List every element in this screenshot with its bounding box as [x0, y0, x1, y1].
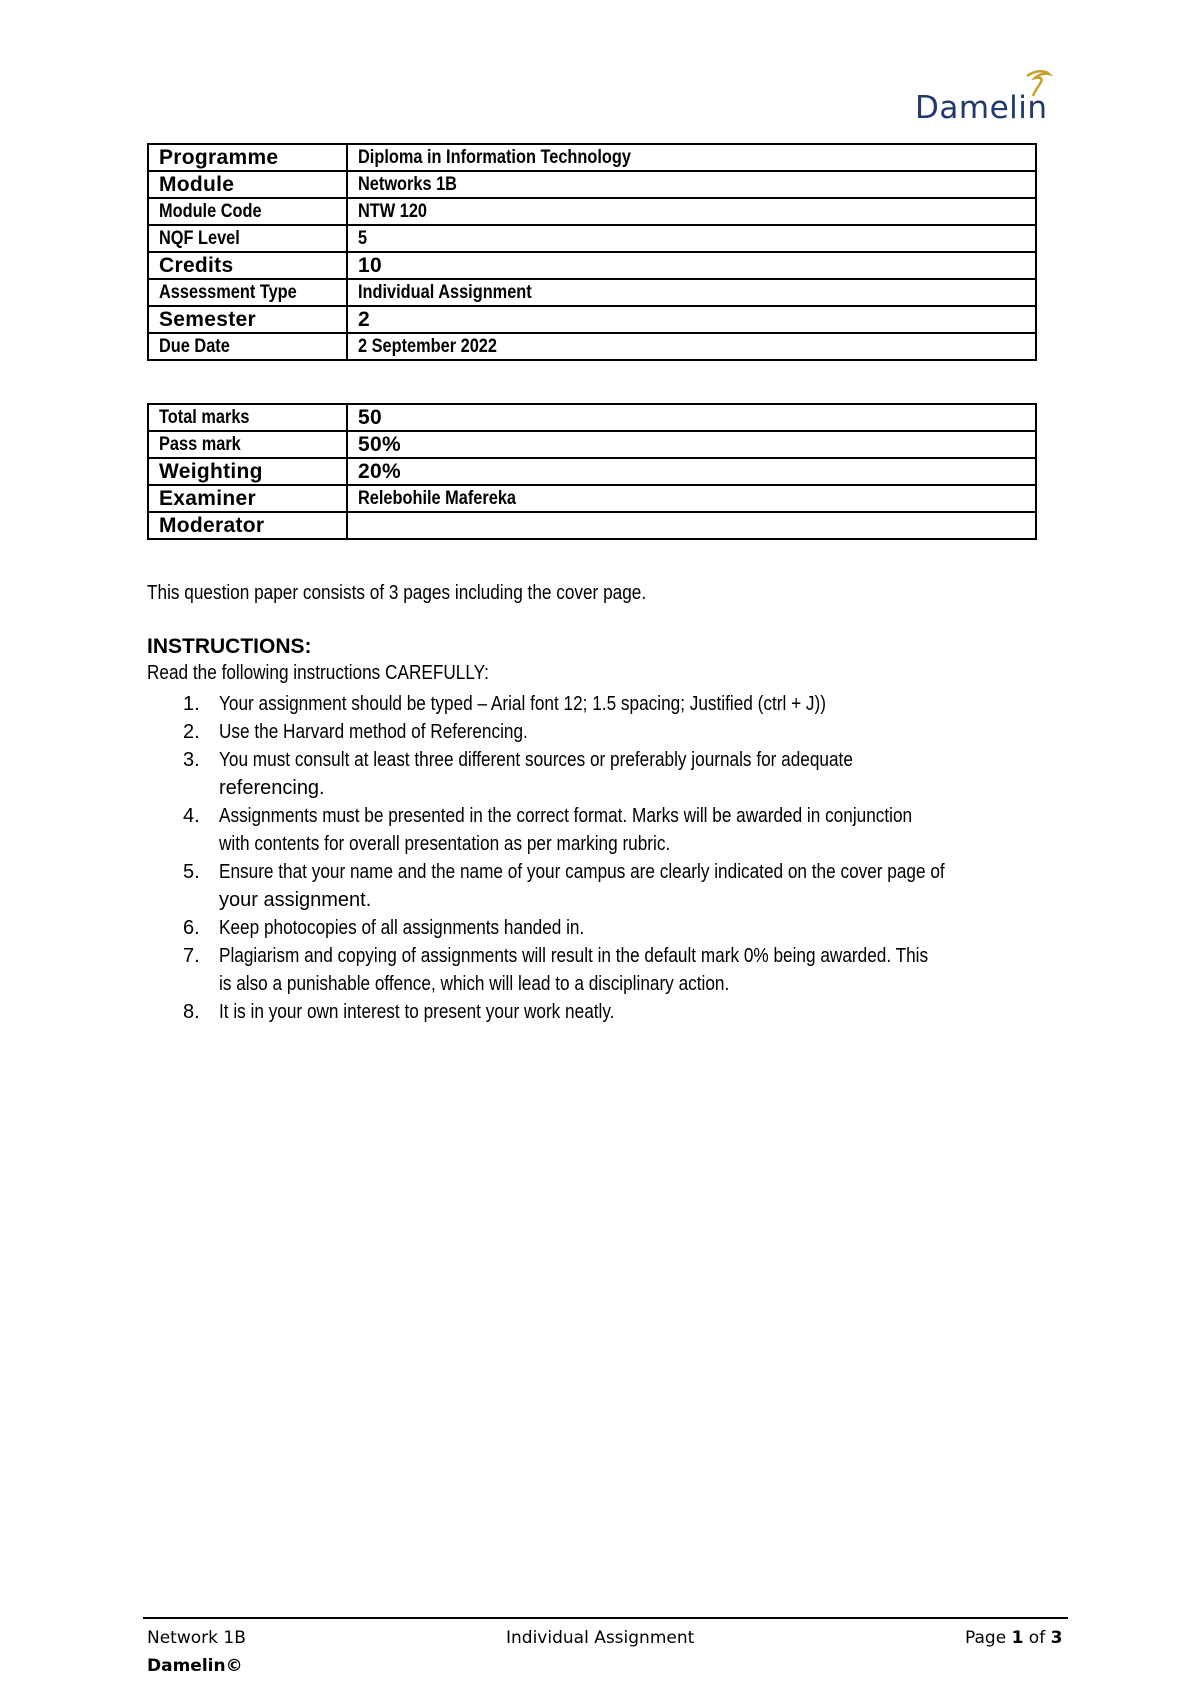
row-label: NQF Level — [148, 225, 347, 252]
instructions-intro: Read the following instructions CAREFULLY: — [147, 662, 489, 684]
row-label: Programme — [148, 144, 347, 171]
list-item — [147, 914, 1077, 942]
table-row — [148, 306, 1036, 333]
row-label: Module Code — [148, 198, 347, 225]
footer-module: Network 1B — [147, 1628, 246, 1648]
footer-page-number: Page 1 of 3 — [965, 1628, 1063, 1648]
footer-divider — [143, 1617, 1068, 1619]
table-row — [148, 225, 1036, 252]
list-item — [147, 998, 1077, 1026]
list-text: Ensure that your name and the name of your campus are clearly indicated on the cover page of — [219, 861, 945, 883]
row-value: 20% — [347, 458, 1036, 485]
row-value: Relebohile Mafereka — [347, 485, 1036, 512]
list-text: is also a punishable offence, which will lead to a disciplinary action. — [219, 973, 730, 995]
table-row — [148, 485, 1036, 512]
row-value: 50% — [347, 431, 1036, 458]
list-text: referencing. — [219, 777, 325, 799]
list-text: Use the Harvard method of Referencing. — [219, 721, 528, 743]
logo-text: Damelin — [915, 90, 1048, 126]
list-number: 4. — [183, 805, 200, 827]
row-value: 50 — [347, 404, 1036, 431]
list-text: Assignments must be presented in the correct format. Marks will be awarded in conjunction — [219, 805, 913, 827]
list-text: Your assignment should be typed – Arial font 12; 1.5 spacing; Justified (ctrl + J)) — [219, 693, 826, 715]
row-value: Individual Assignment — [347, 279, 1036, 306]
list-text: It is in your own interest to present your work neatly. — [219, 1001, 615, 1023]
instructions-list — [147, 690, 1077, 1026]
list-number: 1. — [183, 693, 200, 715]
list-text: your assignment. — [219, 889, 372, 911]
row-value: 2 — [347, 306, 1036, 333]
list-number: 8. — [183, 1001, 200, 1023]
instructions-heading: INSTRUCTIONS: — [147, 635, 312, 658]
list-item — [147, 802, 1077, 858]
list-number: 5. — [183, 861, 200, 883]
row-label: Assessment Type — [148, 279, 347, 306]
row-value: 10 — [347, 252, 1036, 279]
list-text: Keep photocopies of all assignments handed in. — [219, 917, 585, 939]
damelin-logo — [915, 68, 1065, 128]
row-label: Pass mark — [148, 431, 347, 458]
row-value: 5 — [347, 225, 1036, 252]
list-number: 6. — [183, 917, 200, 939]
table-row — [148, 279, 1036, 306]
table-row — [148, 458, 1036, 485]
list-number: 7. — [183, 945, 200, 967]
module-info-table — [147, 143, 1037, 361]
table-row — [148, 431, 1036, 458]
table-row — [148, 512, 1036, 539]
row-label: Credits — [148, 252, 347, 279]
row-label: Weighting — [148, 458, 347, 485]
row-value — [347, 512, 1036, 539]
list-item — [147, 690, 1077, 718]
table-row — [148, 171, 1036, 198]
marks-info-table — [147, 403, 1037, 540]
page-count-note: This question paper consists of 3 pages including the cover page. — [147, 582, 647, 604]
list-item — [147, 858, 1077, 914]
footer-brand: Damelin© — [147, 1656, 243, 1676]
row-value: 2 September 2022 — [347, 333, 1036, 360]
row-value: NTW 120 — [347, 198, 1036, 225]
table-row — [148, 144, 1036, 171]
list-text: Plagiarism and copying of assignments will result in the default mark 0% being awarded. This — [219, 945, 929, 967]
list-item — [147, 942, 1077, 998]
row-label: Semester — [148, 306, 347, 333]
list-number: 2. — [183, 721, 200, 743]
list-text: You must consult at least three different sources or preferably journals for adequate — [219, 749, 853, 771]
table-row — [148, 252, 1036, 279]
footer-title: Individual Assignment — [506, 1628, 695, 1648]
list-item — [147, 718, 1077, 746]
row-label: Module — [148, 171, 347, 198]
row-label: Total marks — [148, 404, 347, 431]
table-row — [148, 333, 1036, 360]
row-value: Diploma in Information Technology — [347, 144, 1036, 171]
table-row — [148, 404, 1036, 431]
list-text: with contents for overall presentation as per marking rubric. — [219, 833, 671, 855]
row-label: Moderator — [148, 512, 347, 539]
row-label: Examiner — [148, 485, 347, 512]
row-label: Due Date — [148, 333, 347, 360]
table-row — [148, 198, 1036, 225]
row-value: Networks 1B — [347, 171, 1036, 198]
list-number: 3. — [183, 749, 200, 771]
list-item — [147, 746, 1077, 802]
